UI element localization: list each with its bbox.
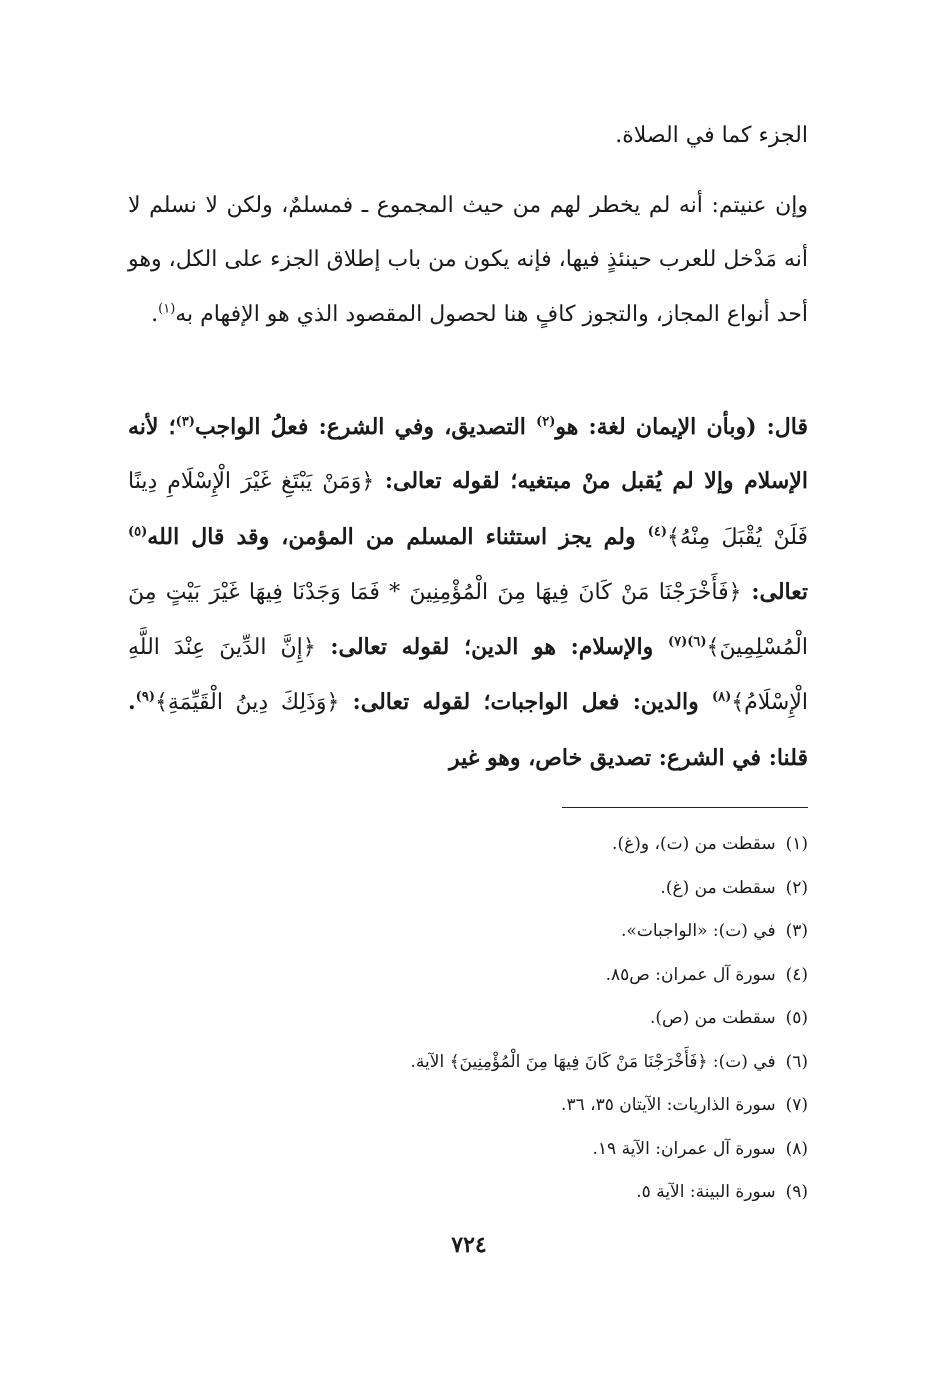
footnote-ref[interactable]: (٩): [135, 690, 155, 706]
footnote-item: [128, 954, 808, 998]
text-segment: التصديق، وفي الشرع: فعلُ الواجب: [194, 414, 526, 440]
footnote-number: (٤): [785, 964, 808, 985]
footnote-number: (٣): [785, 921, 808, 941]
quran-verse: ﴿وَمَنْ يَبْتَغِ غَيْرَ الْإِسْلَامِ دِينًا فَلَنْ يُقْبَلَ مِنْهُ﴾: [128, 469, 808, 550]
footnote-item: [128, 823, 808, 867]
text-segment: والدين: فعل الواجبات؛ لقوله تعالى:: [339, 689, 712, 716]
footnote-number: (١): [785, 834, 808, 854]
footnote-text: في (ت): «الواجبات».: [621, 921, 776, 941]
footnote-item: [128, 997, 808, 1041]
text-segment: تعالى:: [741, 578, 808, 605]
paragraph-text: وإن عنيتم: أنه لم يخطر لهم من حيث المجموع ـ فمسلمٌ، ولكن لا نسلم لا أنه مَدْخل للعرب حينئذٍ فيها، فإنه يكون من باب إطلاق الجزء على الكل، وهو أحد أنواع المجاز، والتجوز كافٍ هنا لحصول المقصود الذي هو الإفهام به: [128, 193, 808, 327]
footnote-text: سورة الذاريات: الآيتان ٣٥، ٣٦.: [561, 1095, 776, 1115]
footnote-ref[interactable]: (٨): [711, 690, 732, 706]
paragraph-end: .: [151, 301, 159, 327]
footnote-number: (٧): [785, 1095, 808, 1115]
text-segment: والإسلام: هو الدين؛ لقوله تعالى:: [315, 634, 668, 661]
text-segment: ؛ لأنه الإسلام وإلا لم يُقبل منْ مبتغيه؛ لقوله تعالى:: [128, 414, 808, 495]
paragraph-continuation: الجزء كما في الصلاة.: [615, 123, 808, 148]
paragraph-quoted-text: [128, 400, 808, 785]
footnote-ref[interactable]: (٣): [175, 414, 195, 430]
quran-verse: ﴿وَذَلِكَ دِينُ الْقَيِّمَةِ﴾: [154, 690, 340, 716]
footnote-item: [128, 1084, 808, 1128]
footnote-item: [128, 1128, 808, 1172]
footnote-item: [128, 867, 808, 911]
footnote-text: سورة البينة: الآية ٥.: [636, 1182, 776, 1202]
paragraph-objection: [128, 179, 808, 342]
footnote-text: سورة آل عمران: الآية ١٩.: [592, 1138, 776, 1159]
footnote-text: في (ت): ﴿فَأَخْرَجْنَا مَنْ كَانَ فِيهَا مِنَ الْمُؤْمِنِينَ﴾ الآية.: [410, 1051, 776, 1072]
footnote-item: [128, 1171, 808, 1215]
footnote-number: (٩): [785, 1182, 808, 1202]
text-segment: ولم يجز استثناء المسلم من المؤمن، وقد قال الله: [147, 523, 648, 550]
footnote-number: (٦): [785, 1051, 808, 1072]
quran-verse: ﴿إِنَّ الدِّينَ عِنْدَ اللَّهِ الْإِسْلَامُ﴾: [128, 635, 808, 716]
footnote-text: سقطت من (غ).: [660, 877, 776, 898]
footnote-ref[interactable]: (٥): [128, 524, 148, 540]
footnote-ref[interactable]: (٦)(٧): [667, 634, 707, 650]
footnote-item: [128, 1041, 808, 1085]
footnote-text: سورة آل عمران: ص٨٥.: [605, 964, 776, 985]
footnote-ref[interactable]: (٢): [536, 414, 556, 430]
footnote-ref[interactable]: (١): [158, 301, 176, 317]
footnote-text: سقطت من (ص).: [650, 1008, 776, 1028]
text-segment: . قلنا: في الشرع: تصديق خاص، وهو غير: [128, 689, 808, 771]
footnote-ref[interactable]: (٤): [647, 524, 667, 540]
footnote-number: (٨): [785, 1138, 808, 1159]
footnote-text: سقطت من (ت)، و(غ).: [612, 834, 776, 854]
footnote-number: (٥): [785, 1008, 808, 1028]
footnote-number: (٢): [785, 877, 808, 898]
page-number: ٧٢٤: [451, 1232, 487, 1258]
text-segment: قال: (وبأن الإيمان لغة: هو: [555, 414, 808, 440]
quran-verse: ﴿فَأَخْرَجْنَا مَنْ كَانَ فِيهَا مِنَ الْمُؤْمِنِينَ * فَمَا وَجَدْنَا فِيهَا غَيْرَ بَيْتٍ مِنَ الْمُسْلِمِينَ﴾: [128, 579, 808, 661]
footnotes-list: [128, 823, 808, 1215]
footnote-divider: [562, 807, 808, 808]
footnote-item: [128, 910, 808, 954]
